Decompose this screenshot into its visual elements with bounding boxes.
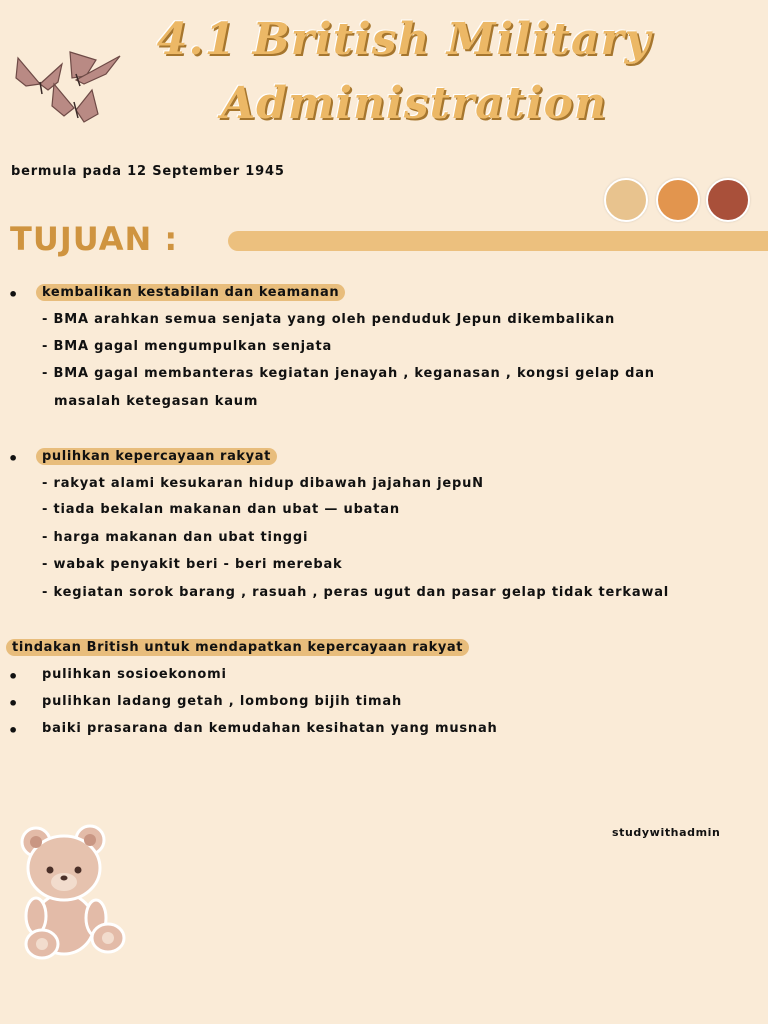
heading-underline-bar [228,231,768,251]
title-line-1: 4.1 British Military [156,14,652,65]
section-1-item-2: - BMA gagal mengumpulkan senjata [42,339,333,354]
section-2-item-2: - tiada bekalan makanan dan ubat — ubatan [42,502,400,517]
bullet-icon: • [8,449,19,468]
action-item-2: pulihkan ladang getah , lombong bijih timah [42,694,403,709]
section-2-item-3: - harga makanan dan ubat tinggi [42,530,309,545]
section-2-item-1: - rakyat alami kesukaran hidup dibawah jajahan jepuN [42,476,484,491]
section-1-item-1: - BMA arahkan semua senjata yang oleh penduduk Jepun dikembalikan [42,312,616,327]
teddy-bear-icon [14,820,128,962]
section-1-item-4: masalah ketegasan kaum [54,394,259,409]
bullet-icon: • [8,694,19,713]
palette-dot-light [604,178,648,222]
action-title: tindakan British untuk mendapatkan kepercayaan rakyat [6,639,469,656]
bullet-icon: • [8,667,19,686]
section-1-item-3: - BMA gagal membanteras kegiatan jenayah , keganasan , kongsi gelap dan [42,366,655,381]
palette-dot-dark [706,178,750,222]
title-line-2: Administration [220,78,608,129]
section-heading: TUJUAN : [10,220,179,258]
bullet-icon: • [8,721,19,740]
action-item-3: baiki prasarana dan kemudahan kesihatan yang musnah [42,721,498,736]
action-item-1: pulihkan sosioekonomi [42,667,227,682]
section-1-title: kembalikan kestabilan dan keamanan [36,284,345,301]
palette-dot-medium [656,178,700,222]
butterfly-icon [12,44,132,134]
section-2-title: pulihkan kepercayaan rakyat [36,448,277,465]
start-date-text: bermula pada 12 September 1945 [11,164,285,179]
signature: studywithadmin [612,826,721,839]
section-2-item-4: - wabak penyakit beri - beri merebak [42,557,343,572]
bullet-icon: • [8,285,19,304]
section-2-item-5: - kegiatan sorok barang , rasuah , peras ugut dan pasar gelap tidak terkawal [42,585,670,600]
